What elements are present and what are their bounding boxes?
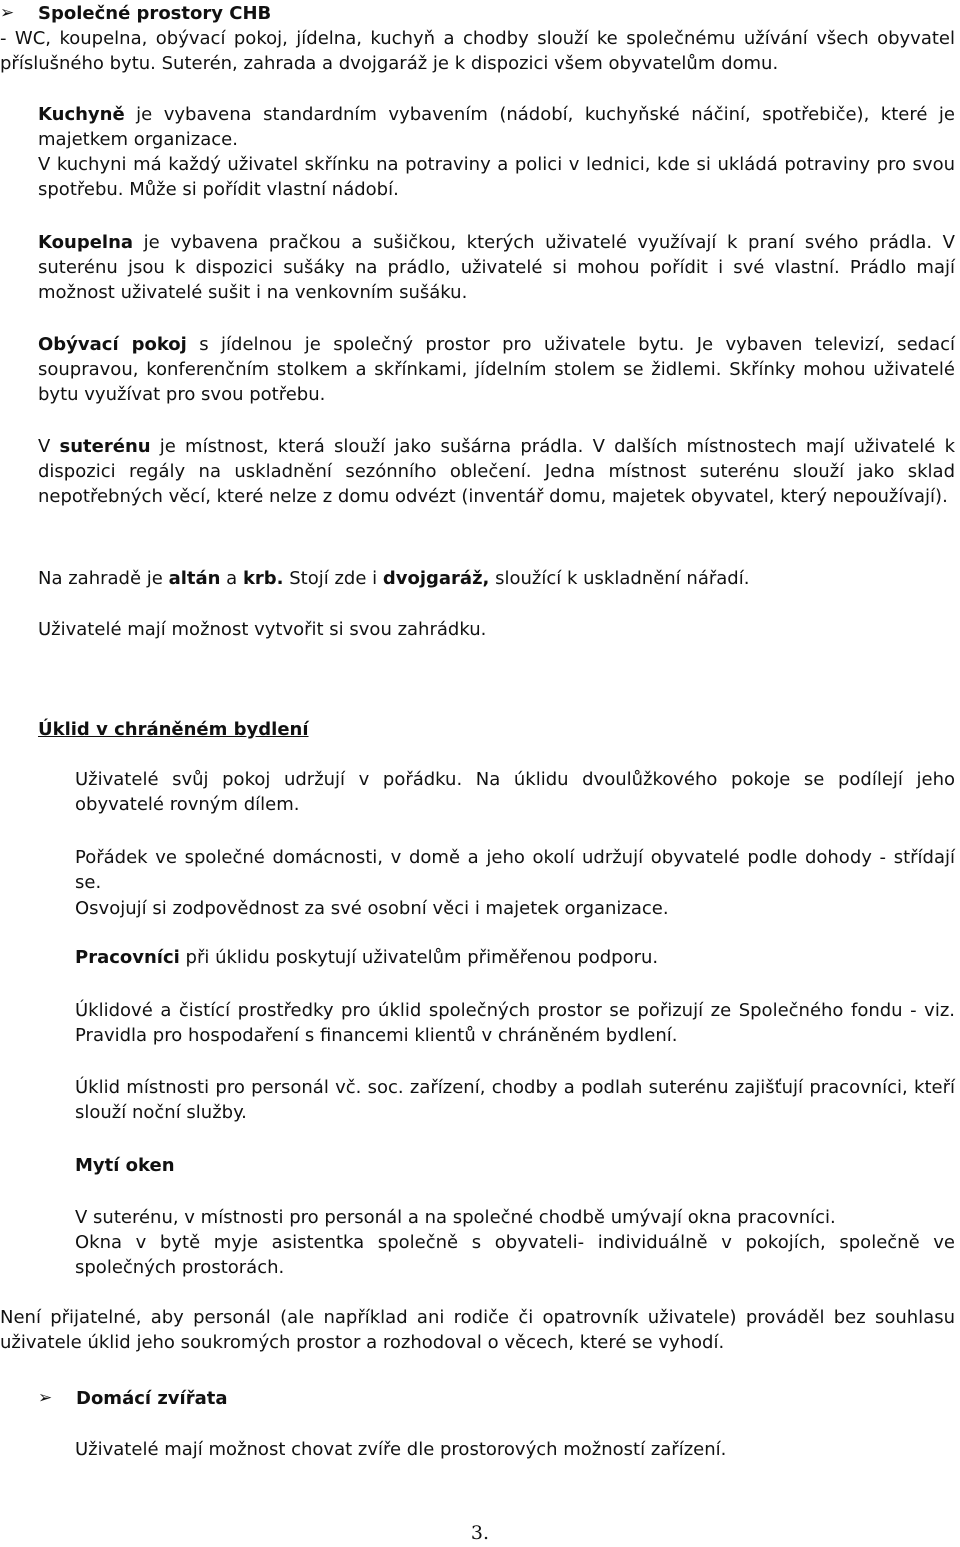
basement-term: suterénu [59,436,151,457]
kitchen-text: je vybavena standardním vybavením (nádobí, kuchyňské náčiní, spotřebiče), které je majetkem organizace. [38,104,955,150]
arrowhead-bullet-icon: ➢ [38,1388,53,1408]
staff-text: při úklidu poskytují uživatelům přiměřenou podporu. [179,947,659,968]
garden-gazebo: altán [168,568,221,589]
garden-plot-paragraph: Uživatelé mají možnost vytvořit si svou zahrádku. [38,619,487,640]
page-number: 3. [470,1522,490,1544]
arrowhead-bullet-icon: ➢ [0,3,15,23]
chb-heading: Společné prostory CHB [38,3,272,24]
windows-paragraph-2: Okna v bytě myje asistentka společně s obyvateli- individuálně v pokojích, společně ve společných prostorách. [75,1232,955,1278]
basement-pre: V [38,436,60,457]
consent-note: Není přijatelné, aby personál (ale například ani rodiče či opatrovník uživatele) prováděl bez souhlasu uživatele úklid jeho soukromých prostor a rozhodoval o věcech, které se vyhodí. [0,1307,955,1353]
garden-fireplace: krb. [242,568,284,589]
garden-text-4: sloužící k uskladnění nářadí. [489,568,750,589]
cleaning-supplies-paragraph: Úklidové a čistící prostředky pro úklid společných prostor se pořizují ze Společného fondu - viz. Pravidla pro hospodaření s financemi klientů v chráněném bydlení. [75,1000,955,1046]
windows-heading: Mytí oken [75,1155,175,1176]
cleaning-paragraph-1: Uživatelé svůj pokoj udržují v pořádku. Na úklidu dvoulůžkového pokoje se podílejí jeho obyvatelé rovným dílem. [75,769,955,815]
basement-paragraph [38,434,955,509]
garden-text-2: a [220,568,243,589]
windows-paragraph-1: V suterénu, v místnosti pro personál a na společné chodbě umývají okna pracovníci. [75,1207,836,1228]
staff-room-cleaning-paragraph: Úklid místnosti pro personál vč. soc. zařízení, chodby a podlah suterénu zajišťují pracovníci, kteří slouží noční služby. [75,1077,955,1123]
staff-paragraph [75,945,955,970]
staff-term: Pracovníci [75,947,180,968]
kitchen-paragraph [38,102,955,152]
chb-intro: - WC, koupelna, obývací pokoj, jídelna, kuchyň a chodby slouží ke společnému užívání všech obyvatel příslušného bytu. Suterén, zahrada a dvojgaráž je k dispozici všem obyvatelům domu. [0,28,955,74]
basement-text: je místnost, která slouží jako sušárna prádla. V dalších místnostech mají uživatelé k dispozici regály na uskladnění sezónního oblečení. Jedna místnost suterénu slouží jako sklad nepotřebných věcí, které nelze z domu odvézt (inventář domu, majetek obyvatel, který nepoužívají). [38,436,955,507]
cleaning-paragraph-3: Osvojují si zodpovědnost za své osobní věci i majetek organizace. [75,898,669,919]
chb-heading-row [0,1,960,26]
bathroom-text: je vybavena pračkou a sušičkou, kterých uživatelé využívají k praní svého prádla. V suterénu jsou k dispozici sušáky na prádlo, uživatelé si mohou pořídit i své vlastní. Prádlo mají možnost uživatelé sušit i na venkovním sušáku. [38,232,955,303]
bathroom-term: Koupelna [38,232,134,253]
cleaning-paragraph-2: Pořádek ve společné domácnosti, v domě a jeho okolí udržují obyvatelé podle dohody - střídají se. [75,847,955,893]
living-room-term: Obývací pokoj [38,334,187,355]
pets-paragraph: Uživatelé mají možnost chovat zvíře dle prostorových možností zařízení. [75,1439,727,1460]
pets-heading-row [38,1386,938,1411]
garden-garage: dvojgaráž, [382,568,490,589]
kitchen-storage-paragraph: V kuchyni má každý uživatel skřínku na potraviny a polici v lednici, kde si ukládá potraviny pro svou spotřebu. Může si pořídit vlastní nádobí. [38,154,955,200]
garden-text-3: Stojí zde i [283,568,383,589]
garden-text-1: Na zahradě je [38,568,169,589]
bathroom-paragraph [38,230,955,305]
pets-heading: Domácí zvířata [76,1388,228,1409]
kitchen-term: Kuchyně [38,104,125,125]
living-room-paragraph [38,332,955,407]
living-room-text: s jídelnou je společný prostor pro uživatele bytu. Je vybaven televizí, sedací soupravou, konferenčním stolkem a skřínkami, jídelním stolem se židlemi. Skřínky mohou uživatelé bytu využívat pro svou potřebu. [38,334,955,405]
cleaning-heading: Úklid v chráněném bydlení [38,719,309,740]
garden-paragraph [38,566,955,591]
